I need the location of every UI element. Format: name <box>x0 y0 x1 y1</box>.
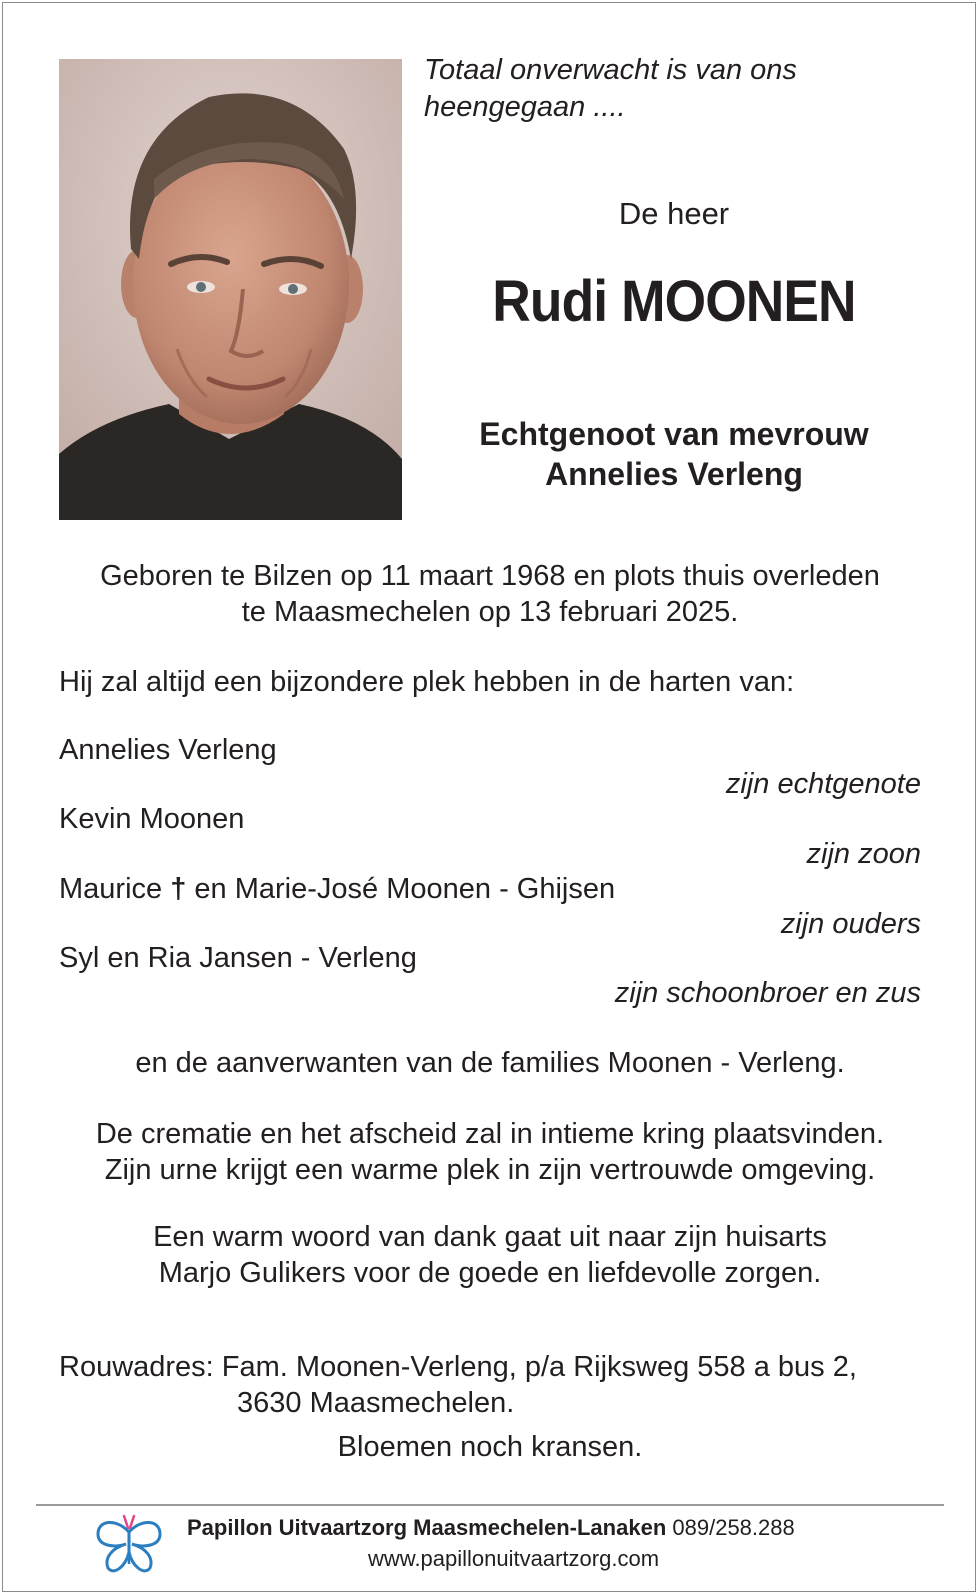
portrait-illustration <box>59 59 402 520</box>
relative-relation: zijn zoon <box>806 838 921 870</box>
salutation: De heer <box>618 196 730 231</box>
birth-death-line-2: te Maasmechelen op 13 februari 2025. <box>241 596 739 628</box>
thanks-line-1: Een warm woord van dank gaat uit naar zijn huisarts <box>153 1221 827 1253</box>
intro-line-2: heengegaan .... <box>424 91 626 123</box>
portrait-photo <box>59 59 402 520</box>
mourning-address <box>59 1349 939 1421</box>
spouse-line-1: Echtgenoot van mevrouw <box>479 416 869 452</box>
funeral-home-name: Papillon Uitvaartzorg Maasmechelen-Lanaken <box>187 1515 667 1540</box>
relative-relation: zijn echtgenote <box>725 768 921 800</box>
intro-text <box>424 52 944 126</box>
relative-relation: zijn ouders <box>780 908 921 940</box>
cremation-line-2: Zijn urne krijgt een warme plek in zijn vertrouwde omgeving. <box>104 1154 876 1186</box>
funeral-home-website[interactable]: www.papillonuitvaartzorg.com <box>368 1546 660 1571</box>
cremation-line-1: De crematie en het afscheid zal in intieme kring plaatsvinden. <box>95 1118 885 1150</box>
intro-line-1: Totaal onverwacht is van ons <box>424 54 797 86</box>
relative-name-part: en Marie-José Moonen - Ghijsen <box>194 873 616 905</box>
thanks-info <box>40 1219 940 1291</box>
address-line-2: 3630 Maasmechelen. <box>237 1387 515 1419</box>
relative-name: Annelies Verleng <box>59 734 277 766</box>
hearts-intro: Hij zal altijd een bijzondere plek hebben in de harten van: <box>59 666 795 698</box>
funeral-home-phone: 089/258.288 <box>672 1515 795 1540</box>
families-line: en de aanverwanten van de families Moonen - Verleng. <box>135 1047 845 1079</box>
butterfly-icon <box>94 1512 164 1578</box>
flowers-note: Bloemen noch kransen. <box>337 1431 643 1463</box>
relative-name-parents <box>59 871 615 907</box>
spouse-line-2: Annelies Verleng <box>545 456 803 492</box>
address-line-1: Rouwadres: Fam. Moonen-Verleng, p/a Rijksweg 558 a bus 2, <box>59 1351 857 1383</box>
funeral-home-contact <box>187 1515 795 1541</box>
spouse-info <box>424 414 924 494</box>
relative-relation: zijn schoonbroer en zus <box>614 977 921 1009</box>
deceased-name: Rudi MOONEN <box>492 269 856 334</box>
thanks-line-2: Marjo Gulikers voor de goede en liefdevolle zorgen. <box>158 1257 822 1289</box>
relative-name: Kevin Moonen <box>59 803 245 835</box>
relative-name: Syl en Ria Jansen - Verleng <box>59 942 417 974</box>
footer-divider <box>36 1504 944 1506</box>
birth-death-line-1: Geboren te Bilzen op 11 maart 1968 en plots thuis overleden <box>100 560 880 592</box>
cross-icon: † <box>170 873 187 905</box>
birth-death-info <box>40 558 940 630</box>
cremation-info <box>40 1116 940 1188</box>
relative-name-part: Maurice <box>59 873 163 905</box>
